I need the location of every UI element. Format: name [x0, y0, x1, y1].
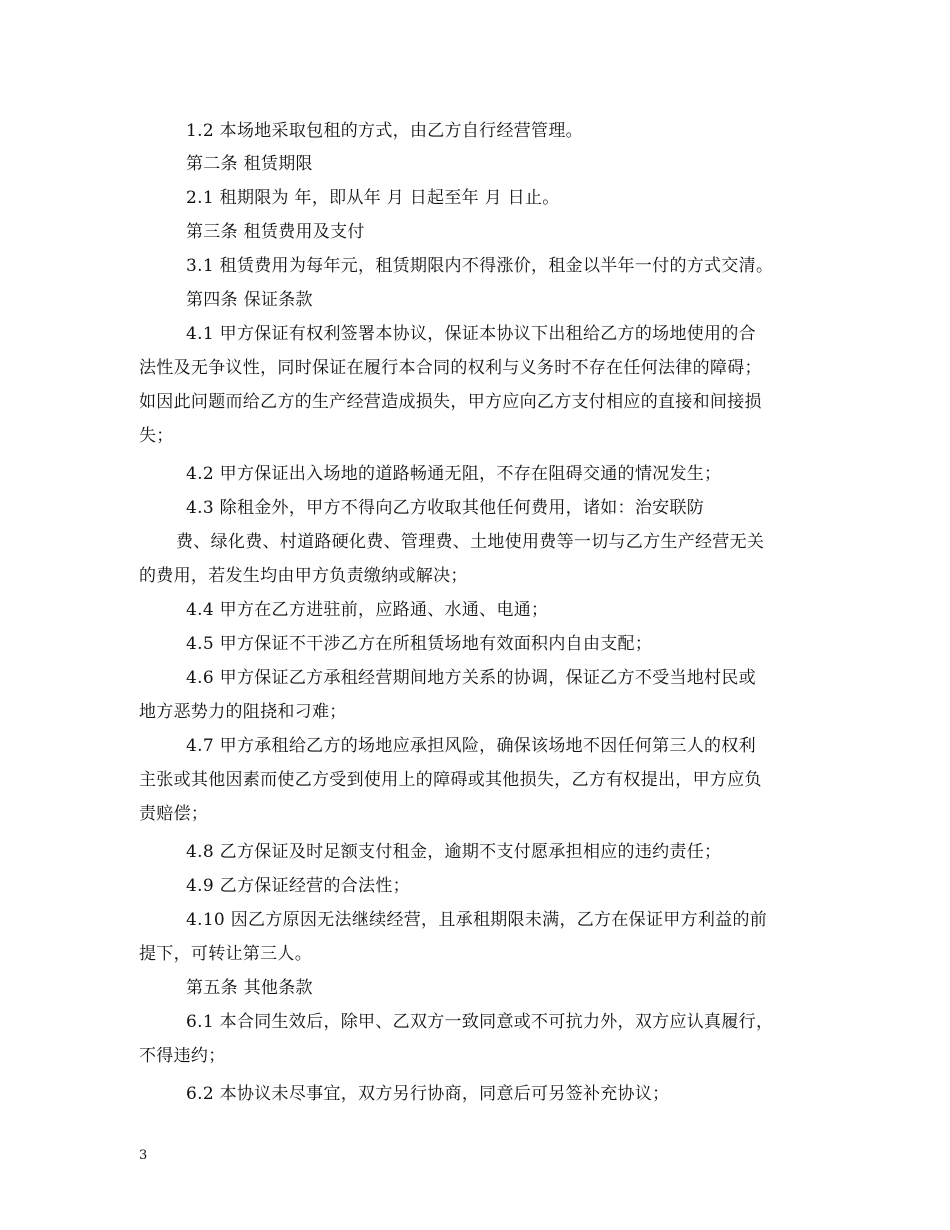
text-line: 6.1 本合同生效后，除甲、乙双方一致同意或不可抗力外，双方应认真履行， [186, 1012, 774, 1032]
section-heading: 第五条 其他条款 [186, 978, 313, 998]
text-line: 4.7 甲方承租给乙方的场地应承担风险，确保该场地不因任何第三人的权利 [186, 736, 756, 756]
text-line: 主张或其他因素而使乙方受到使用上的障碍或其他损失，乙方有权提出，甲方应负 [139, 770, 762, 790]
text-line: 的费用，若发生均由甲方负责缴纳或解决； [139, 566, 468, 586]
text-line: 费、绿化费、村道路硬化费、管理费、土地使用费等一切与乙方生产经营无关 [176, 532, 765, 552]
text-line: 1.2 本场地采取包租的方式，由乙方自行经营管理。 [186, 121, 583, 141]
section-heading: 第四条 保证条款 [186, 290, 313, 310]
text-line: 4.5 甲方保证不干涉乙方在所租赁场地有效面积内自由支配； [186, 634, 653, 654]
text-line: 责赔偿； [139, 804, 209, 824]
text-line: 4.9 乙方保证经营的合法性； [186, 876, 410, 896]
section-heading: 第三条 租赁费用及支付 [186, 222, 365, 242]
text-line: 4.2 甲方保证出入场地的道路畅通无阻，不存在阻碍交通的情况发生； [186, 464, 722, 484]
page-number: 3 [139, 1148, 148, 1163]
text-line: 4.1 甲方保证有权利签署本协议，保证本协议下出租给乙方的场地使用的合 [186, 324, 756, 344]
text-line: 6.2 本协议未尽事宜，双方另行协商，同意后可另签补充协议； [186, 1084, 670, 1104]
section-heading: 第二条 租赁期限 [186, 154, 313, 174]
text-line: 提下，可转让第三人。 [139, 944, 312, 964]
text-line: 4.10 因乙方原因无法继续经营，且承租期限未满，乙方在保证甲方利益的前 [186, 910, 768, 930]
text-line: 地方恶势力的阻挠和刁难； [139, 702, 347, 722]
text-line: 2.1 租期限为 年，即从年 月 日起至年 月 日止。 [186, 188, 560, 208]
text-line: 4.4 甲方在乙方进驻前，应路通、水通、电通； [186, 600, 549, 620]
text-line: 如因此问题而给乙方的生产经营造成损失，甲方应向乙方支付相应的直接和间接损 [139, 392, 762, 412]
text-line: 失； [139, 426, 174, 446]
text-line: 不得违约； [139, 1046, 226, 1066]
text-line: 法性及无争议性，同时保证在履行本合同的权利与义务时不存在任何法律的障碍； [139, 358, 762, 378]
text-line: 3.1 租赁费用为每年元，租赁期限内不得涨价，租金以半年一付的方式交清。 [186, 256, 774, 276]
text-line: 4.6 甲方保证乙方承租经营期间地方关系的协调，保证乙方不受当地村民或 [186, 668, 756, 688]
text-line: 4.8 乙方保证及时足额支付租金，逾期不支付愿承担相应的违约责任； [186, 842, 722, 862]
text-line: 4.3 除租金外，甲方不得向乙方收取其他任何费用，诸如：治安联防 [186, 498, 705, 518]
